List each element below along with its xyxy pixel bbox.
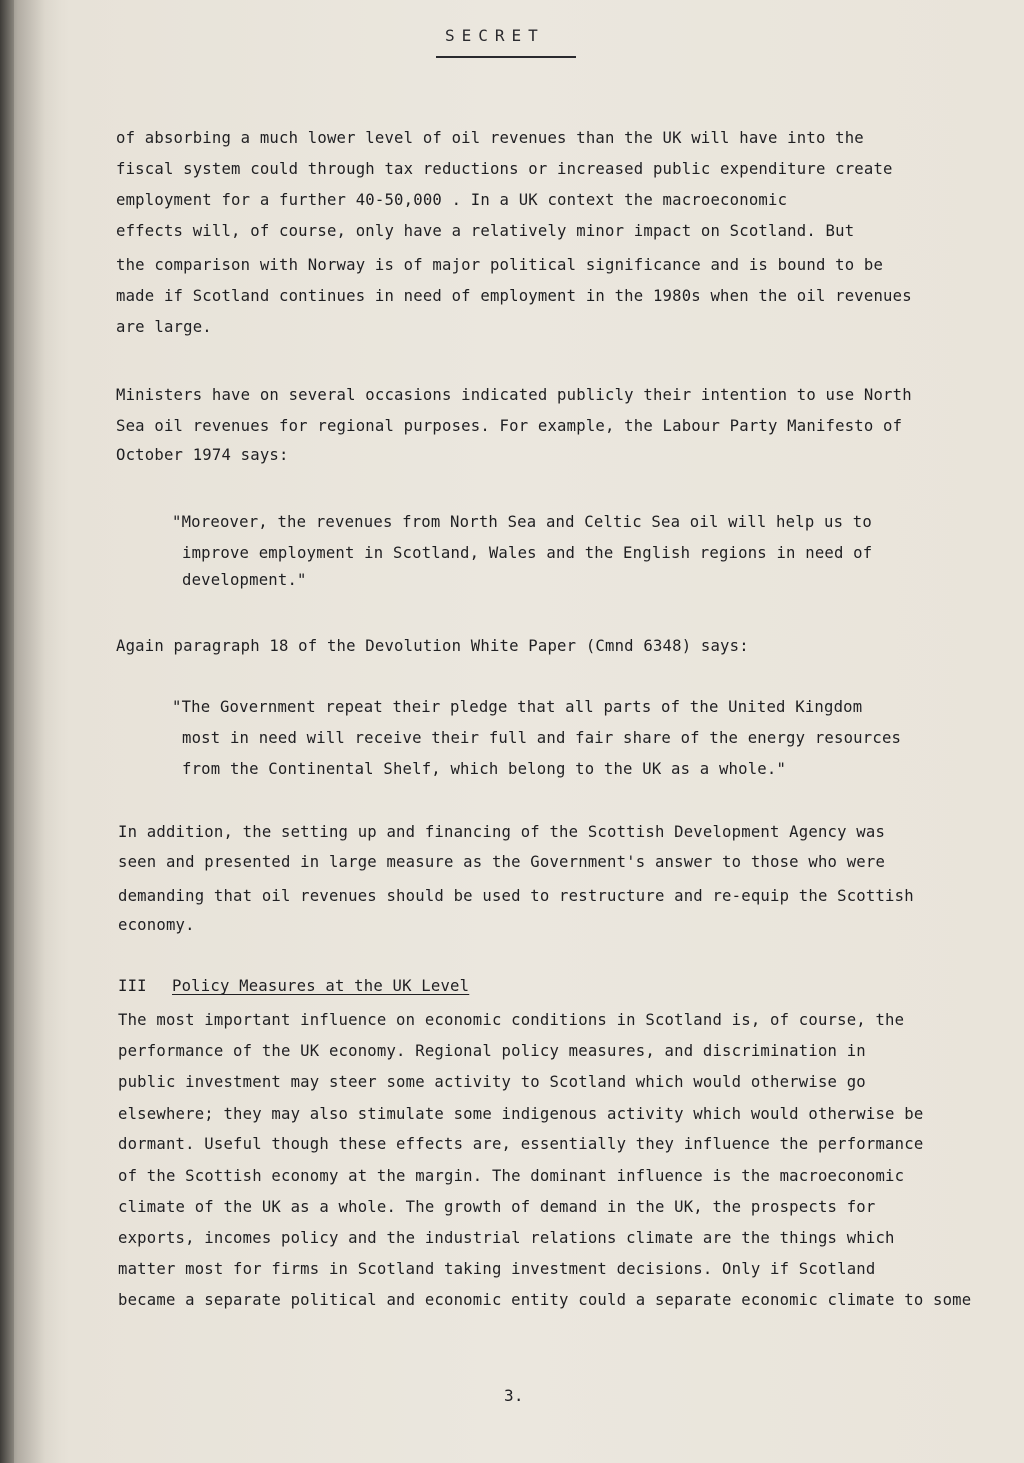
p3-line-1: Again paragraph 18 of the Devolution White Paper (Cmnd 6348) says:	[116, 637, 749, 655]
section-title: Policy Measures at the UK Level	[172, 977, 470, 995]
p5-line-5: dormant. Useful though these effects are, essentially they influence the performance	[118, 1135, 924, 1153]
p5-line-3: public investment may steer some activity to Scotland which would otherwise go	[118, 1073, 866, 1091]
p4-line-4: economy.	[118, 916, 195, 934]
classification-marking: SECRET	[445, 26, 545, 45]
p2-line-2: Sea oil revenues for regional purposes. For example, the Labour Party Manifesto of	[116, 417, 903, 435]
p1-line-1: of absorbing a much lower level of oil revenues than the UK will have into the	[116, 129, 864, 147]
quote1-line-3: development."	[182, 571, 307, 589]
p5-line-4: elsewhere; they may also stimulate some indigenous activity which would otherwise be	[118, 1105, 924, 1123]
p1-line-4: effects will, of course, only have a relatively minor impact on Scotland. But	[116, 222, 855, 240]
p4-line-2: seen and presented in large measure as the Government's answer to those who were	[118, 853, 886, 871]
p5-line-2: performance of the UK economy. Regional policy measures, and discrimination in	[118, 1042, 866, 1060]
quote2-line-3: from the Continental Shelf, which belong to the UK as a whole."	[182, 760, 787, 778]
p1-line-2: fiscal system could through tax reductions or increased public expenditure create	[116, 160, 893, 178]
p5-line-1: The most important influence on economic conditions in Scotland is, of course, the	[118, 1011, 905, 1029]
p2-line-3: October 1974 says:	[116, 446, 289, 464]
p5-line-9: matter most for firms in Scotland taking investment decisions. Only if Scotland	[118, 1260, 876, 1278]
classification-underline	[436, 56, 576, 58]
p4-line-1: In addition, the setting up and financing of the Scottish Development Agency was	[118, 823, 886, 841]
quote2-line-1: "The Government repeat their pledge that all parts of the United Kingdom	[172, 698, 863, 716]
p1-line-3: employment for a further 40-50,000 . In a UK context the macroeconomic	[116, 191, 788, 209]
p1-line-6: made if Scotland continues in need of employment in the 1980s when the oil revenues	[116, 287, 912, 305]
quote1-line-2: improve employment in Scotland, Wales and the English regions in need of	[182, 544, 873, 562]
quote2-line-2: most in need will receive their full and fair share of the energy resources	[182, 729, 902, 747]
p1-line-7: are large.	[116, 318, 212, 336]
p2-line-1: Ministers have on several occasions indicated publicly their intention to use North	[116, 386, 912, 404]
p5-line-7: climate of the UK as a whole. The growth of demand in the UK, the prospects for	[118, 1198, 876, 1216]
p5-line-6: of the Scottish economy at the margin. The dominant influence is the macroeconomic	[118, 1167, 905, 1185]
p1-line-5: the comparison with Norway is of major political significance and is bound to be	[116, 256, 884, 274]
section-number: III	[118, 977, 147, 995]
p4-line-3: demanding that oil revenues should be used to restructure and re-equip the Scottish	[118, 887, 914, 905]
p5-line-10: became a separate political and economic entity could a separate economic climate to some	[118, 1291, 972, 1309]
quote1-line-1: "Moreover, the revenues from North Sea and Celtic Sea oil will help us to	[172, 513, 872, 531]
p5-line-8: exports, incomes policy and the industrial relations climate are the things which	[118, 1229, 895, 1247]
page-number: 3.	[504, 1386, 524, 1405]
